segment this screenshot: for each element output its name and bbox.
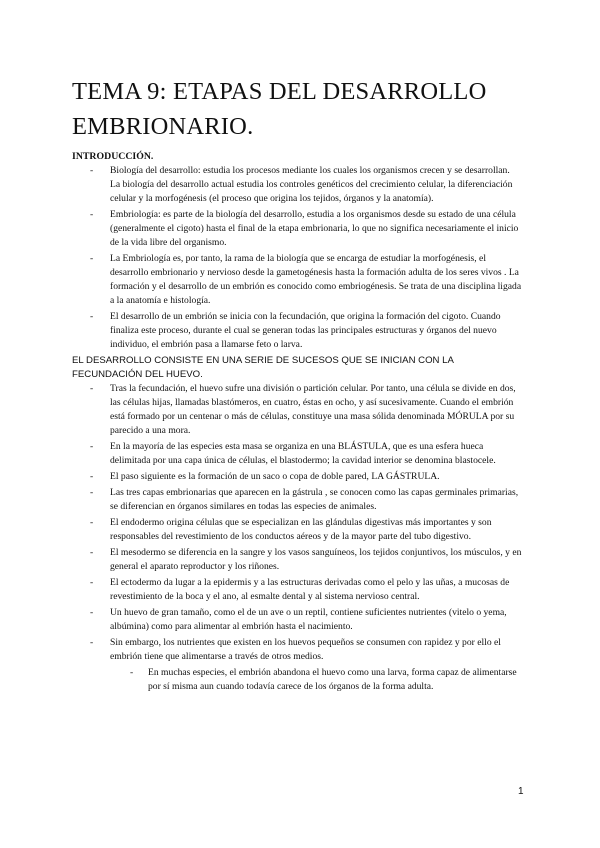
list-item: - Biología del desarrollo: estudia los procesos mediante los cuales los organismos crecen y se desarrollan. La biología del desarrollo actual estudia los controles genéticos del crecimiento celular, la diferenciación celular y la morfogénesis (el proceso que origina los tejidos, órganos y la anatomía). bbox=[72, 164, 522, 206]
document-title: TEMA 9: ETAPAS DEL DESARROLLO EMBRIONARIO. bbox=[72, 78, 487, 140]
list-item: - Embriología: es parte de la biología del desarrollo, estudia a los organismos desde su estado de una célula (generalmente el cigoto) hasta el final de la etapa embrionaria, lo que no significa necesariamente el inicio de la vida libre del organismo. bbox=[72, 208, 522, 250]
desarrollo-list bbox=[72, 382, 522, 664]
document-body bbox=[72, 150, 522, 696]
list-item: - Tras la fecundación, el huevo sufre una división o partición celular. Por tanto, una célula se divide en dos, las células hijas, llamadas blastómeros, en cuatro, éstas en ocho, y así sucesivamente. Cuando el embrión está formado por un centenar o más de células, constituye una masa sólida denominada MÓRULA por su parecido a una mora. bbox=[72, 382, 522, 438]
list-item: - El ectodermo da lugar a la epidermis y a las estructuras derivadas como el pelo y las uñas, a mucosas de revestimiento de la boca y el ano, al esmalte dental y al sistema nervioso central. bbox=[72, 576, 522, 604]
list-item: - La Embriología es, por tanto, la rama de la biología que se encarga de estudiar la morfogénesis, el desarrollo embrionario y nervioso desde la gametogénesis hasta la formación adulta de los seres vivos . La formación y el desarrollo de un embrión es conocido como embriogénesis. Se trata de una disciplina ligada a la anatomía e histología. bbox=[72, 252, 522, 308]
list-item: - Las tres capas embrionarias que aparecen en la gástrula , se conocen como las capas germinales primarias, se diferencian en órganos similares en todas las especies de animales. bbox=[72, 486, 522, 514]
list-item: - En la mayoría de las especies esta masa se organiza en una BLÁSTULA, que es una esfera hueca delimitada por una capa única de células, el blastodermo; la cavidad interior se denomina blastocele. bbox=[72, 440, 522, 468]
list-item: - El mesodermo se diferencia en la sangre y los vasos sanguíneos, los tejidos conjuntivos, los músculos, y en general el aparato reproductor y los riñones. bbox=[72, 546, 522, 574]
desarrollo-sublist bbox=[72, 666, 522, 694]
list-item: - El endodermo origina células que se especializan en las glándulas digestivas más importantes y son responsables del revestimiento de los conductos aéreos y de la mayor parte del tubo digestivo. bbox=[72, 516, 522, 544]
list-item: - El desarrollo de un embrión se inicia con la fecundación, que origina la formación del cigoto. Cuando finaliza este proceso, durante el cual se generan todas las principales estructuras y órganos del nuevo individuo, el embrión pasa a llamarse feto o larva. bbox=[72, 310, 522, 352]
list-item: - Un huevo de gran tamaño, como el de un ave o un reptil, contiene suficientes nutrientes (vitelo o yema, albúmina) como para alimentar al embrión hasta el nacimiento. bbox=[72, 606, 522, 634]
section-heading-introduccion: INTRODUCCIÓN. bbox=[72, 151, 154, 162]
section-heading-desarrollo: EL DESARROLLO CONSISTE EN UNA SERIE DE SUCESOS QUE SE INICIAN CON LA FECUNDACIÓN DEL HUEVO. bbox=[72, 355, 454, 380]
list-item: - Sin embargo, los nutrientes que existen en los huevos pequeños se consumen con rapidez y por ello el embrión tiene que alimentarse a través de otros medios. bbox=[72, 636, 522, 664]
introduccion-list bbox=[72, 164, 522, 352]
sub-list-item: - En muchas especies, el embrión abandona el huevo como una larva, forma capaz de alimentarse por sí misma aun cuando todavía carece de los órganos de la forma adulta. bbox=[72, 666, 522, 694]
list-item: - El paso siguiente es la formación de un saco o copa de doble pared, LA GÁSTRULA. bbox=[72, 470, 522, 484]
page-number: 1 bbox=[518, 786, 524, 797]
